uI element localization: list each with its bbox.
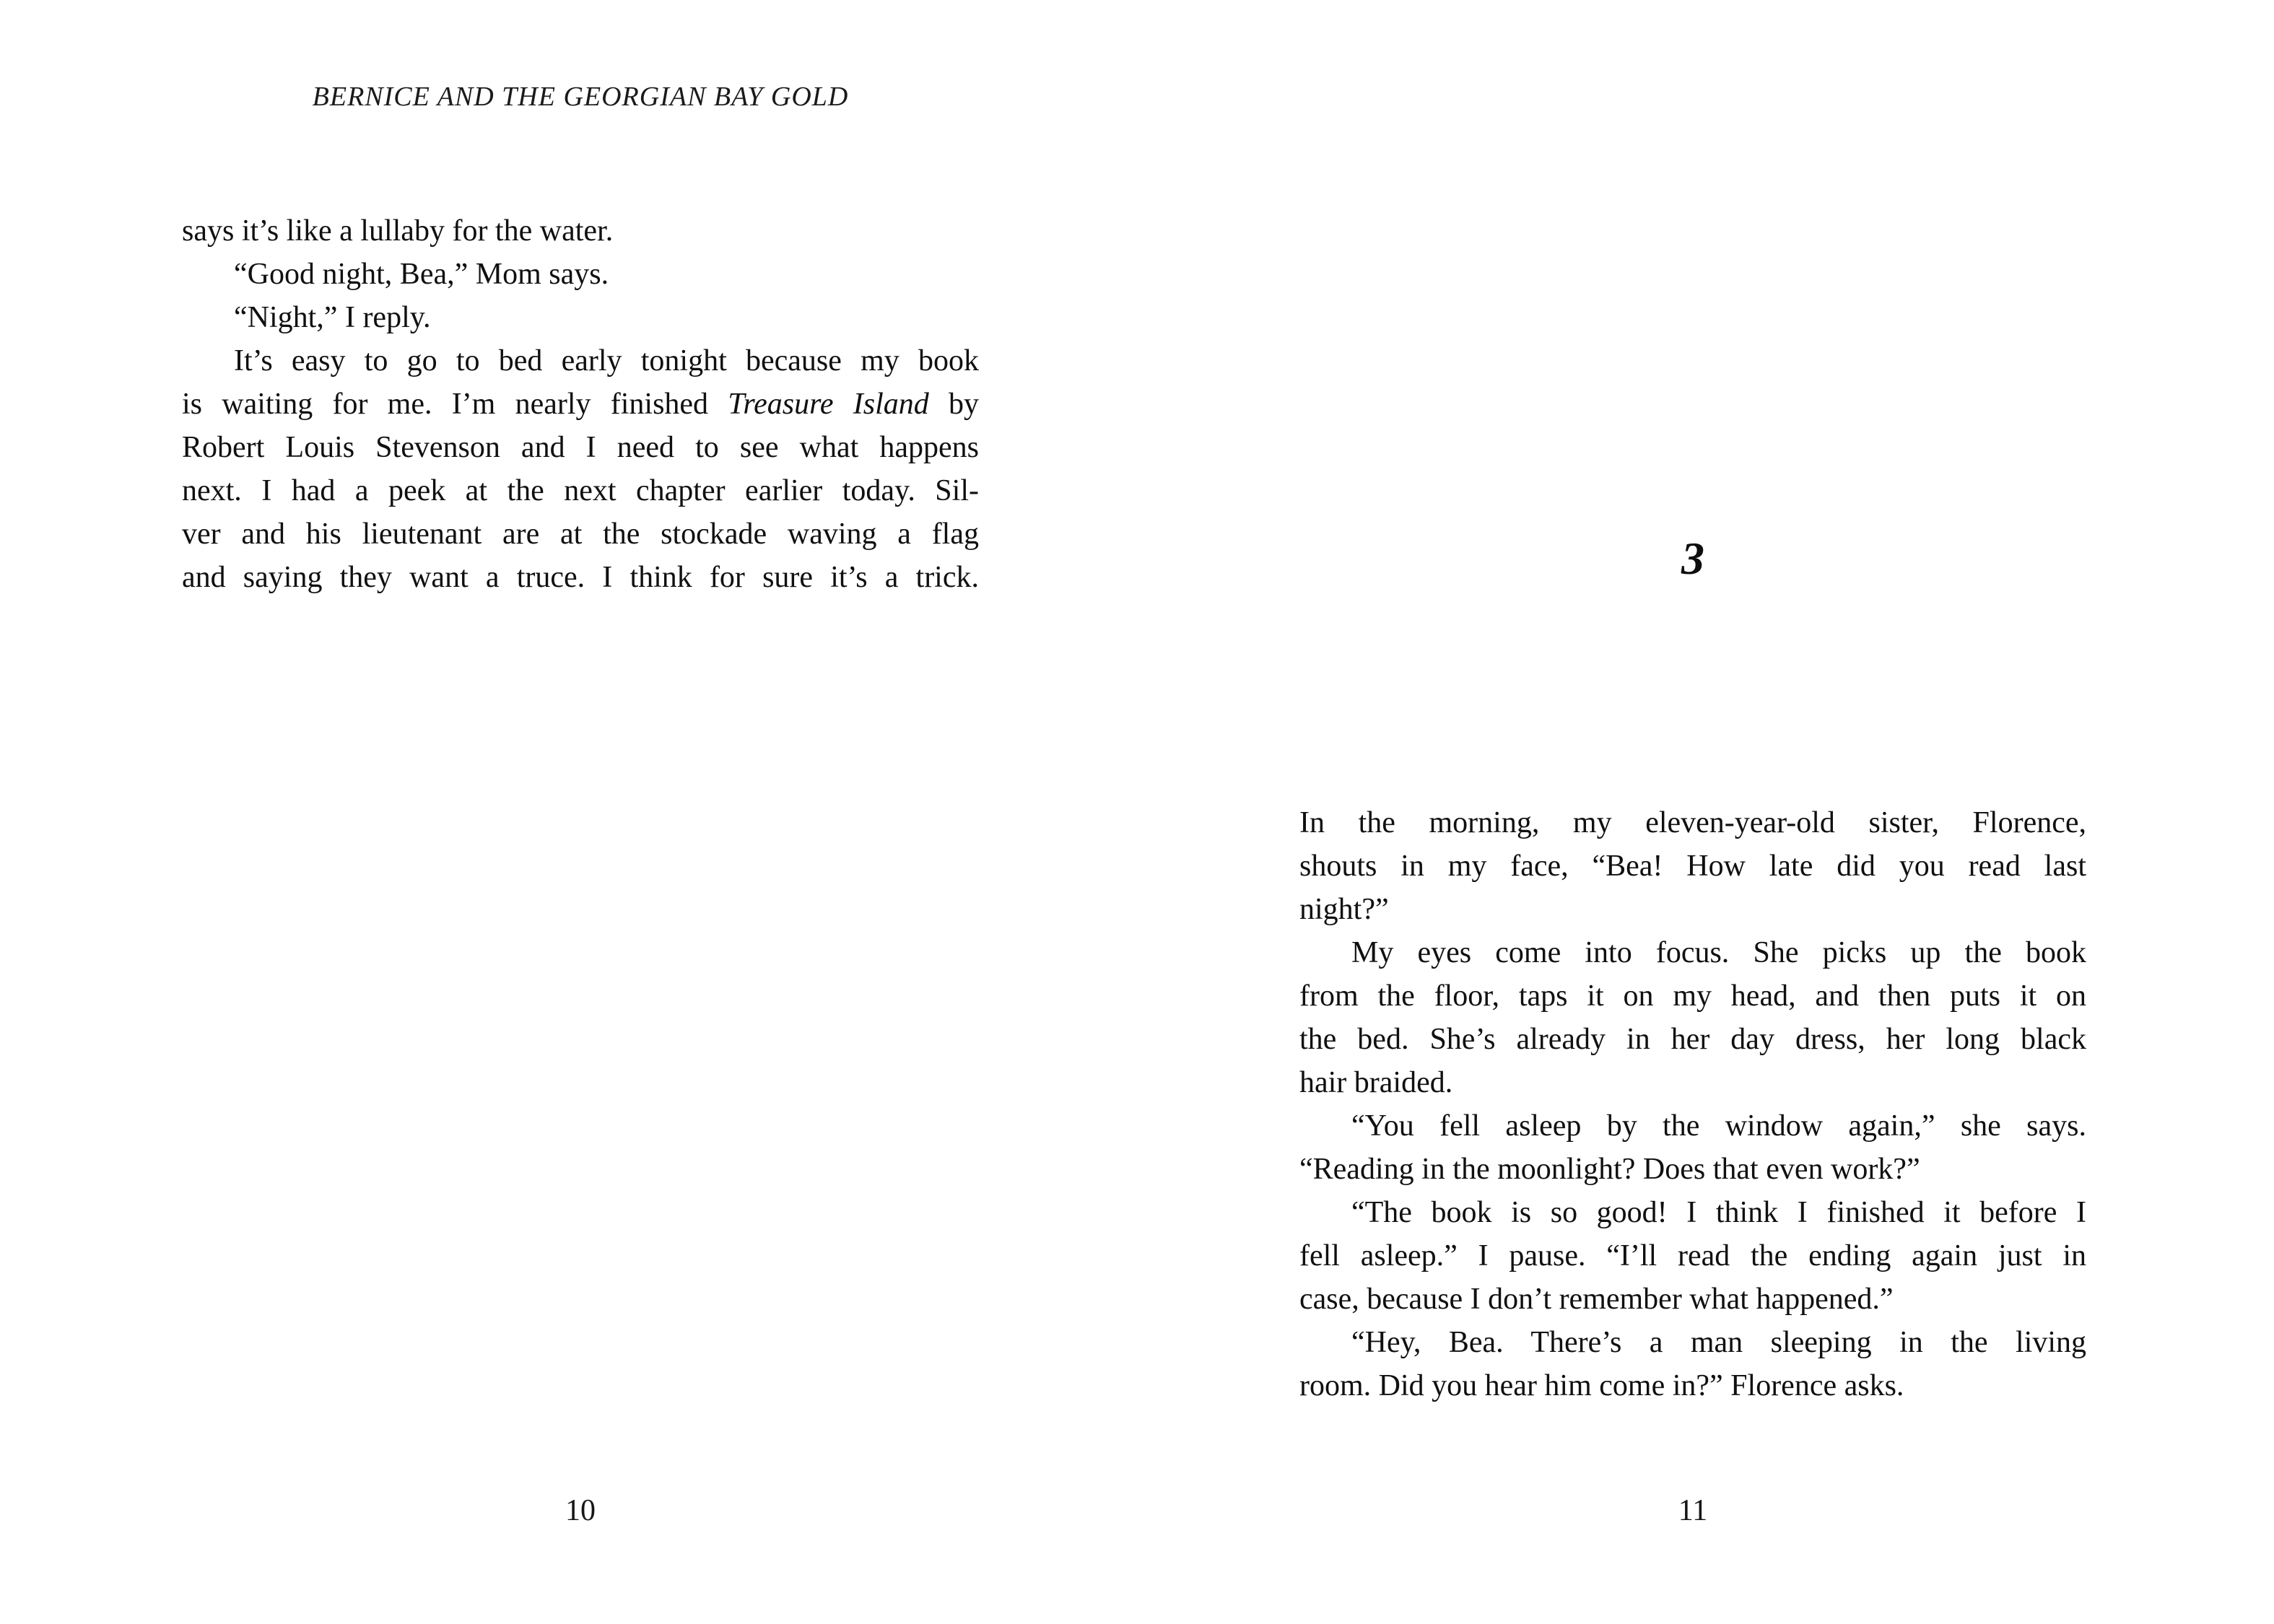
body-line <box>182 383 979 426</box>
body-line-segment: by <box>928 388 980 421</box>
body-line: hair braided. <box>1299 1066 1453 1099</box>
body-line: “Night,” I reply. <box>234 301 431 334</box>
body-line: “You fell asleep by the window again,” she says. <box>1351 1109 2086 1143</box>
body-line: shouts in my face, “Bea! How late did you read last <box>1299 850 2086 883</box>
body-line: case, because I don’t remember what happened.” <box>1299 1283 1894 1316</box>
body-line: the bed. She’s already in her day dress, her long black <box>1299 1023 2086 1056</box>
body-line: It’s easy to go to bed early tonight because my book <box>234 344 979 377</box>
body-line-segment: is waiting for me. I’m nearly finished <box>182 388 728 421</box>
body-line: fell asleep.” I pause. “I’ll read the ending again just in <box>1299 1239 2086 1272</box>
body-line: room. Did you hear him come in?” Florence asks. <box>1299 1369 1904 1402</box>
body-line: “Reading in the moonlight? Does that even work?” <box>1299 1153 1920 1186</box>
book-title-italic: Treasure Island <box>728 388 929 421</box>
body-line: My eyes come into focus. She picks up the book <box>1351 936 2086 969</box>
body-line: from the floor, taps it on my head, and then puts it on <box>1299 979 2086 1013</box>
left-page-text-block <box>182 209 979 599</box>
body-line: “Hey, Bea. There’s a man sleeping in the living <box>1351 1326 2086 1359</box>
body-line: ver and his lieutenant are at the stockade waving a flag <box>182 518 979 551</box>
body-line: Robert Louis Stevenson and I need to see what happens <box>182 431 979 464</box>
body-line: In the morning, my eleven-year-old sister, Florence, <box>1299 806 2086 839</box>
page-number-right: 11 <box>1678 1494 1708 1527</box>
chapter-number: 3 <box>1681 533 1704 584</box>
body-line: night?” <box>1299 893 1389 926</box>
body-line: says it’s like a lullaby for the water. <box>182 214 614 248</box>
body-line: next. I had a peek at the next chapter earlier today. Sil- <box>182 474 979 507</box>
body-line: “Good night, Bea,” Mom says. <box>234 258 609 291</box>
body-line: “The book is so good! I think I finished it before I <box>1351 1196 2086 1229</box>
body-line: and saying they want a truce. I think for sure it’s a trick. <box>182 561 979 594</box>
right-page-text-block <box>1299 801 2086 1407</box>
page-number-left: 10 <box>565 1494 596 1527</box>
running-header: BERNICE AND THE GEORGIAN BAY GOLD <box>312 82 849 112</box>
